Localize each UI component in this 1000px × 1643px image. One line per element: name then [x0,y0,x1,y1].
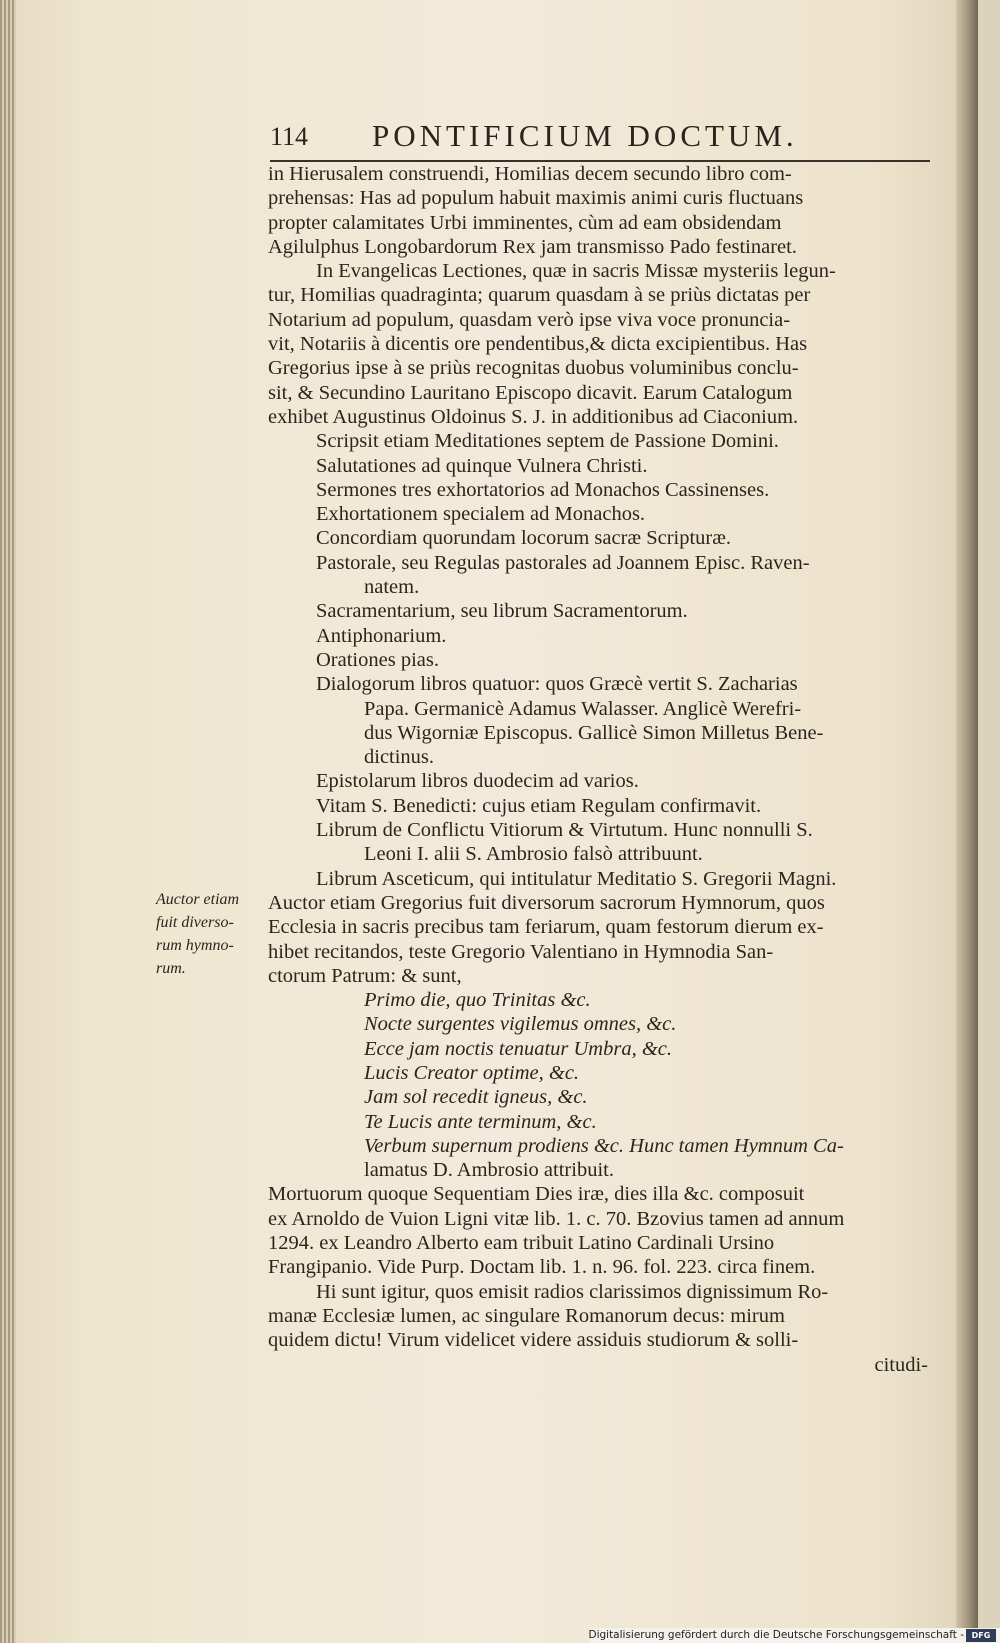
marginal-note-line: rum. [156,960,186,977]
text-line: Vitam S. Benedicti: cujus etiam Regulam confirmavit. [316,794,762,817]
page-header [270,118,910,158]
text-line: ex Arnoldo de Vuion Ligni vitæ lib. 1. c. 70. Bzovius tamen ad annum [268,1207,845,1230]
text-line: Exhortationem specialem ad Monachos. [316,503,646,526]
text-line: lamatus D. Ambrosio attribuit. [364,1159,614,1182]
text-line: sit, & Secundino Lauritano Episcopo dicavit. Earum Catalogum [268,381,793,404]
text-line: natem. [364,576,420,599]
text-line: Ecce jam noctis tenuatur Umbra, &c. [364,1037,673,1060]
dfg-logo: DFG [966,1629,996,1642]
text-line: Scripsit etiam Meditationes septem de Passione Domini. [316,430,779,453]
text-line: Pastorale, seu Regulas pastorales ad Joannem Episc. Raven- [316,551,810,574]
running-head: PONTIFICIUM DOCTUM. [372,118,798,153]
funding-credit: Digitalisierung gefördert durch die Deutsche Forschungsgemeinschaft - [588,1629,964,1641]
text-line: Auctor etiam Gregorius fuit diversorum sacrorum Hymnorum, quos [268,891,825,914]
text-line: citudi- [874,1353,928,1376]
text-line: Salutationes ad quinque Vulnera Christi. [316,454,648,477]
text-line: Orationes pias. [316,648,439,671]
text-line: dictinus. [364,746,435,769]
marginal-note-line: fuit diverso- [156,914,234,931]
text-line: quidem dictu! Virum videlicet videre assiduis studiorum & solli- [268,1329,799,1352]
text-line: prehensas: Has ad populum habuit maximis animi curis fluctuans [268,187,804,210]
text-line: Verbum supernum prodiens &c. Hunc tamen Hymnum Ca- [364,1134,844,1157]
text-line: Leoni I. alii S. Ambrosio falsò attribuunt. [364,843,703,866]
text-line: Ecclesia in sacris precibus tam feriarum, quam festorum dierum ex- [268,916,824,939]
text-line: Jam sol recedit igneus, &c. [364,1086,588,1109]
text-line: Papa. Germanicè Adamus Walasser. Anglicè Werefri- [364,697,802,720]
text-line: Lucis Creator optime, &c. [364,1061,580,1084]
marginal-note-line: rum hymno- [156,937,234,954]
text-line: Agilulphus Longobardorum Rex jam transmisso Pado festinaret. [268,235,797,258]
marginal-note [156,888,256,980]
text-line: Frangipanio. Vide Purp. Doctam lib. 1. n. 96. fol. 223. circa finem. [268,1256,816,1279]
text-line: exhibet Augustinus Oldoinus S. J. in additionibus ad Ciaconium. [268,405,799,428]
text-line: Librum de Conflictu Vitiorum & Virtutum. Hunc nonnulli S. [316,819,813,842]
text-line: ctorum Patrum: & sunt, [268,964,462,987]
text-line: Dialogorum libros quatuor: quos Græcè vertit S. Zacharias [316,673,798,696]
text-line: Sermones tres exhortatorios ad Monachos Cassinenses. [316,478,770,501]
text-line: Te Lucis ante terminum, &c. [364,1110,597,1133]
text-line: Antiphonarium. [316,624,447,647]
text-line: In Evangelicas Lectiones, quæ in sacris Missæ mysteriis legun- [316,260,836,283]
page-number: 114 [270,122,309,151]
text-line: Librum Asceticum, qui intitulatur Meditatio S. Gregorii Magni. [316,867,837,890]
body-text [268,162,928,1377]
text-line: tur, Homilias quadraginta; quarum quasdam à se priùs dictatas per [268,284,811,307]
text-line: vit, Notariis à dicentis ore pendentibus,& dicta excipientibus. Has [268,333,808,356]
text-line: Gregorius ipse à se priùs recognitas duobus voluminibus conclu- [268,357,799,380]
text-line: Epistolarum libros duodecim ad varios. [316,770,639,793]
book-edge-left [0,0,16,1643]
text-line: Concordiam quorundam locorum sacræ Scripturæ. [316,527,732,550]
text-line: Mortuorum quoque Sequentiam Dies iræ, dies illa &c. composuit [268,1183,805,1206]
text-line: dus Wigorniæ Episcopus. Gallicè Simon Milletus Bene- [364,721,824,744]
page-edge-right [956,0,978,1643]
text-line: 1294. ex Leandro Alberto eam tribuit Latino Cardinali Ursino [268,1232,775,1255]
digitization-footer [590,1628,1000,1643]
text-line: in Hierusalem construendi, Homilias decem secundo libro com- [268,163,792,185]
text-line: hibet recitandos, teste Gregorio Valentiano in Hymnodia San- [268,940,774,963]
text-line: Nocte surgentes vigilemus omnes, &c. [364,1013,677,1036]
text-line: manæ Ecclesiæ lumen, ac singulare Romanorum decus: mirum [268,1304,785,1327]
text-line: Notarium ad populum, quasdam verò ipse viva voce pronuncia- [268,308,791,331]
text-line: Hi sunt igitur, quos emisit radios clarissimos dignissimum Ro- [316,1280,829,1303]
text-line: Primo die, quo Trinitas &c. [364,989,591,1012]
marginal-note-line: Auctor etiam [156,891,240,908]
text-line: Sacramentarium, seu librum Sacramentorum. [316,600,688,623]
text-line: propter calamitates Urbi imminentes, cùm ad eam obsidendam [268,211,782,234]
